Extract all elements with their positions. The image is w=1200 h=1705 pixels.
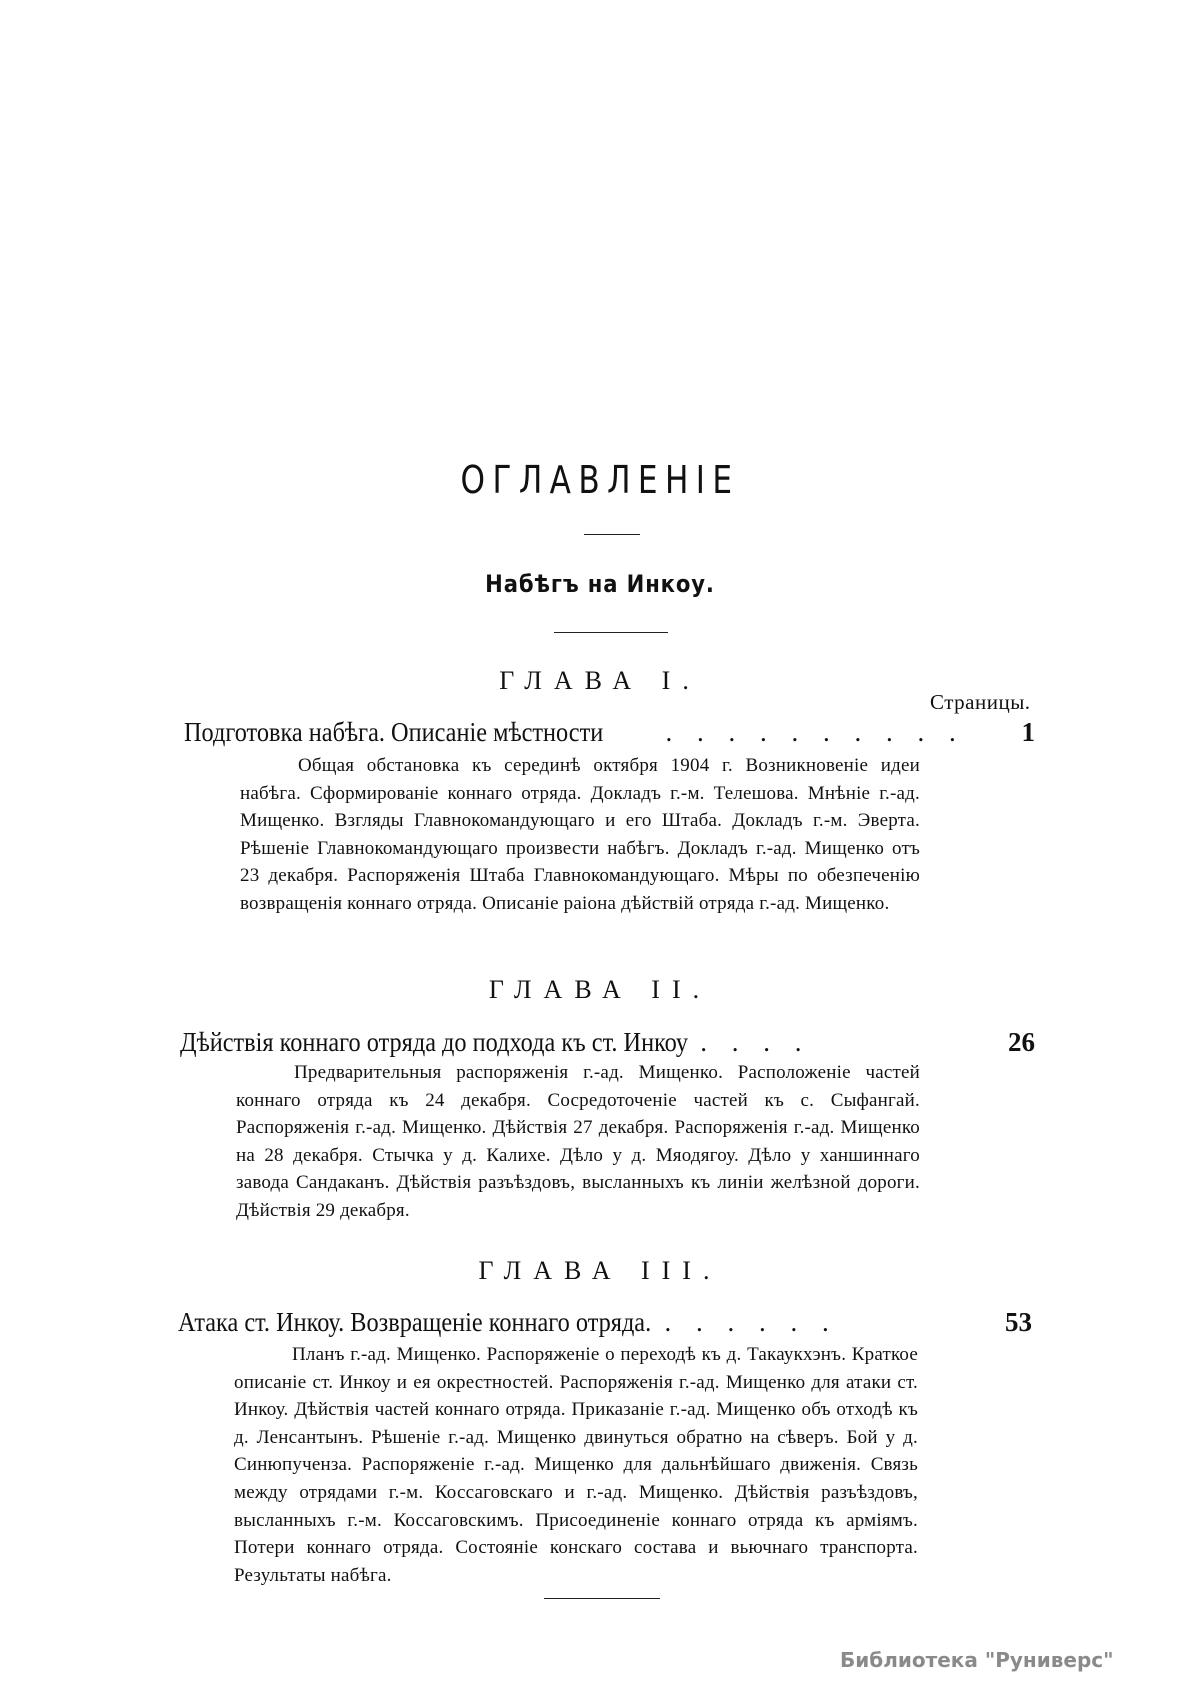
- chapter-page-number: 26: [1008, 1027, 1035, 1057]
- chapter-title: [180, 1027, 810, 1058]
- chapter-title: [184, 717, 965, 748]
- subtitle: Набѣгъ на Инкоу.: [485, 570, 715, 598]
- leader-dots: . . . . . .: [648, 1307, 838, 1337]
- chapter-summary: [240, 752, 920, 918]
- subtitle-divider: [554, 632, 668, 633]
- chapter-summary-text: Предварительныя распоряженія г.-ад. Мищенко. Расположеніе частей коннаго отряда къ 24 декабря. Сосредоточеніе частей къ с. Сыфангай. Распоряженія г.-ад. Мищенко. Дѣйствія 27 декабря. Распоряженія г.-ад. Мищенко на 28 декабря. Стычка у д. Калихе. Дѣло у д. Мяодягоу. Дѣло у ханшиннаго завода Сандаканъ. Дѣйствія разъѣздовъ, высланныхъ къ линіи желѣзной дороги. Дѣйствія 29 декабря.: [236, 1062, 920, 1221]
- library-watermark: Библиотека "Руниверс": [840, 1648, 1114, 1672]
- chapter-heading: ГЛАВА I.: [499, 666, 701, 695]
- chapter-title-text: Атака ст. Инкоу. Возвращеніе коннаго отряда.: [178, 1307, 652, 1337]
- chapter-heading: ГЛАВА III.: [478, 1256, 722, 1285]
- chapter-page-number: 53: [1005, 1307, 1032, 1337]
- chapter-title-text: Подготовка набѣга. Описаніе мѣстности: [184, 717, 604, 747]
- chapter-title: [178, 1307, 838, 1338]
- chapter-summary-text: Общая обстановка къ серединѣ октября 1904 г. Возникновеніе идеи набѣга. Сформированіе коннаго отряда. Докладъ г.-м. Телешова. Мнѣніе г.-ад. Мищенко. Взгляды Главнокомандующаго и его Штаба. Докладъ г.-м. Эверта. Рѣшеніе Главнокомандующаго произвести набѣгъ. Докладъ г.-ад. Мищенко отъ 23 декабря. Распоряженія Штаба Главнокомандующаго. Мѣры по обезпеченію возвращенія коннаго отряда. Описаніе раіона дѣйствій отряда г.-ад. Мищенко.: [240, 755, 920, 914]
- leader-dots: . . . .: [684, 1027, 811, 1057]
- page-title: ОГЛАВЛЕНІЕ: [460, 458, 740, 502]
- pages-column-header: Страницы.: [930, 690, 1031, 714]
- chapter-heading: ГЛАВА II.: [488, 975, 712, 1004]
- end-divider: [544, 1598, 660, 1599]
- chapter-summary: [236, 1059, 920, 1225]
- title-divider: [584, 534, 640, 535]
- chapter-title-text: Дѣйствія коннаго отряда до подхода къ ст. Инкоу: [180, 1027, 689, 1057]
- chapter-summary-text: Планъ г.-ад. Мищенко. Распоряженіе о переходѣ къ д. Такаукхэнъ. Краткое описаніе ст. Инкоу и ея окрестностей. Распоряженія г.-ад. Мищенко для атаки ст. Инкоу. Дѣйствія частей коннаго отряда. Приказаніе г.-ад. Мищенко объ отходѣ къ д. Ленсантынъ. Рѣшеніе г.-ад. Мищенко двинуться обратно на сѣверъ. Бой у д. Синюпученза. Распоряженіе г.-ад. Мищенко для дальнѣйшаго движенія. Связь между отрядами г.-м. Коссаговскаго и г.-ад. Мищенко. Дѣйствія разъѣздовъ, высланныхъ г.-м. Коссаговскимъ. Присоединеніе коннаго отряда къ арміямъ. Потери коннаго отряда. Состояніе конскаго состава и вьючнаго транспорта. Результаты набѣга.: [234, 1344, 918, 1586]
- chapter-summary: [234, 1341, 918, 1589]
- chapter-page-number: 1: [1021, 717, 1035, 747]
- leader-dots: . . . . . . . . . .: [649, 717, 965, 747]
